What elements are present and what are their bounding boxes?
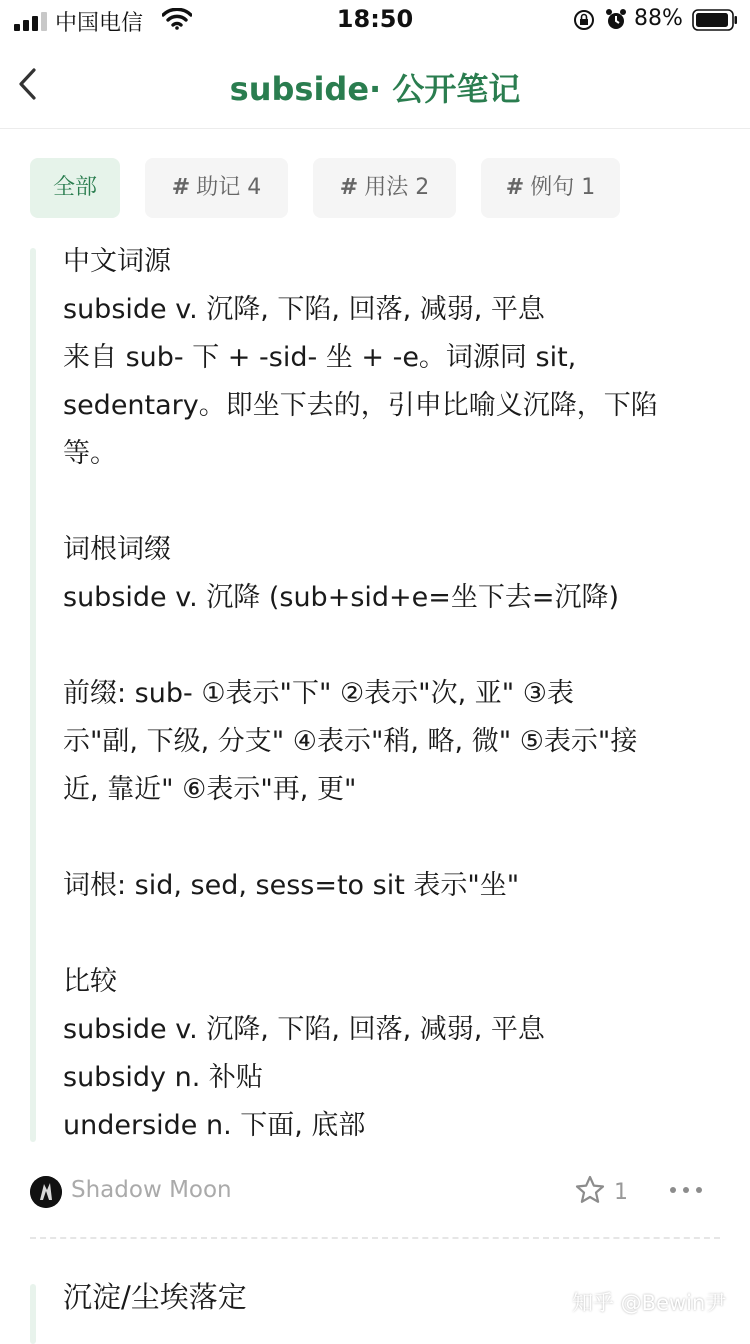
note-line: underside n. 下面, 底部: [63, 1110, 366, 1141]
lock-rotation-icon: [573, 9, 595, 31]
divider: [30, 1237, 720, 1239]
tab-label: 全部: [52, 175, 97, 200]
tab-mnemonic[interactable]: [145, 158, 288, 218]
note-line: 比较: [63, 966, 117, 997]
note-line: 来自 sub- 下 + -sid- 坐 + -e。词源同 sit,: [63, 342, 577, 373]
nav-bar: [0, 44, 750, 129]
status-bar: [0, 0, 750, 40]
note-line: [63, 478, 733, 526]
page-title: subside· 公开笔记: [229, 70, 521, 108]
tab-label: 助记 4: [196, 175, 262, 200]
note-content: [63, 238, 733, 1150]
note-line: 等。: [63, 438, 117, 469]
author-name[interactable]: Shadow Moon: [71, 1177, 232, 1203]
note-line: 词根词缀: [63, 534, 171, 565]
note-line: [63, 622, 733, 670]
note-line: sedentary。即坐下去的，引申比喻义沉降，下陷: [63, 390, 658, 421]
note-line: 词根: sid, sed, sess=to sit 表示"坐": [63, 870, 520, 901]
star-icon[interactable]: [574, 1174, 606, 1206]
note-line: subside v. 沉降, 下陷, 回落, 减弱, 平息: [63, 294, 545, 325]
tab-usage[interactable]: [313, 158, 456, 218]
note-line: [63, 910, 733, 958]
clock-time: 18:50: [336, 5, 414, 33]
battery-percentage: 88%: [634, 6, 683, 31]
hash-icon: #: [505, 175, 525, 200]
hash-icon: #: [171, 175, 191, 200]
note-footer: [0, 1166, 750, 1218]
carrier-label: 中国电信: [55, 11, 144, 36]
hash-icon: #: [339, 175, 359, 200]
more-icon[interactable]: [670, 1184, 702, 1196]
note-line: subside v. 沉降 (sub+sid+e=坐下去=沉降): [63, 582, 620, 613]
alarm-icon: [604, 8, 628, 32]
battery-icon: [692, 9, 738, 31]
note-quote-bar: [30, 248, 36, 1142]
tab-label: 例句 1: [530, 175, 596, 200]
note-quote-bar: [30, 1284, 36, 1344]
note-line: 前缀: sub- ①表示"下" ②表示"次, 亚" ③表: [63, 678, 574, 709]
note-line: 中文词源: [63, 246, 171, 277]
note-line: 示"副, 下级, 分支" ④表示"稍, 略, 微" ⑤表示"接: [63, 726, 638, 757]
note-line: subsidy n. 补贴: [63, 1062, 263, 1093]
next-note-title: 沉淀/尘埃落定: [63, 1280, 247, 1314]
star-count: 1: [614, 1180, 628, 1205]
note-line: subside v. 沉降, 下陷, 回落, 减弱, 平息: [63, 1014, 545, 1045]
note-line: 近, 靠近" ⑥表示"再, 更": [63, 774, 357, 805]
tab-example[interactable]: [481, 158, 620, 218]
note-line: [63, 814, 733, 862]
tab-all[interactable]: [30, 158, 120, 218]
avatar[interactable]: [30, 1176, 62, 1208]
watermark: 知乎 @Bewin尹: [572, 1291, 727, 1315]
tab-label: 用法 2: [364, 175, 430, 200]
